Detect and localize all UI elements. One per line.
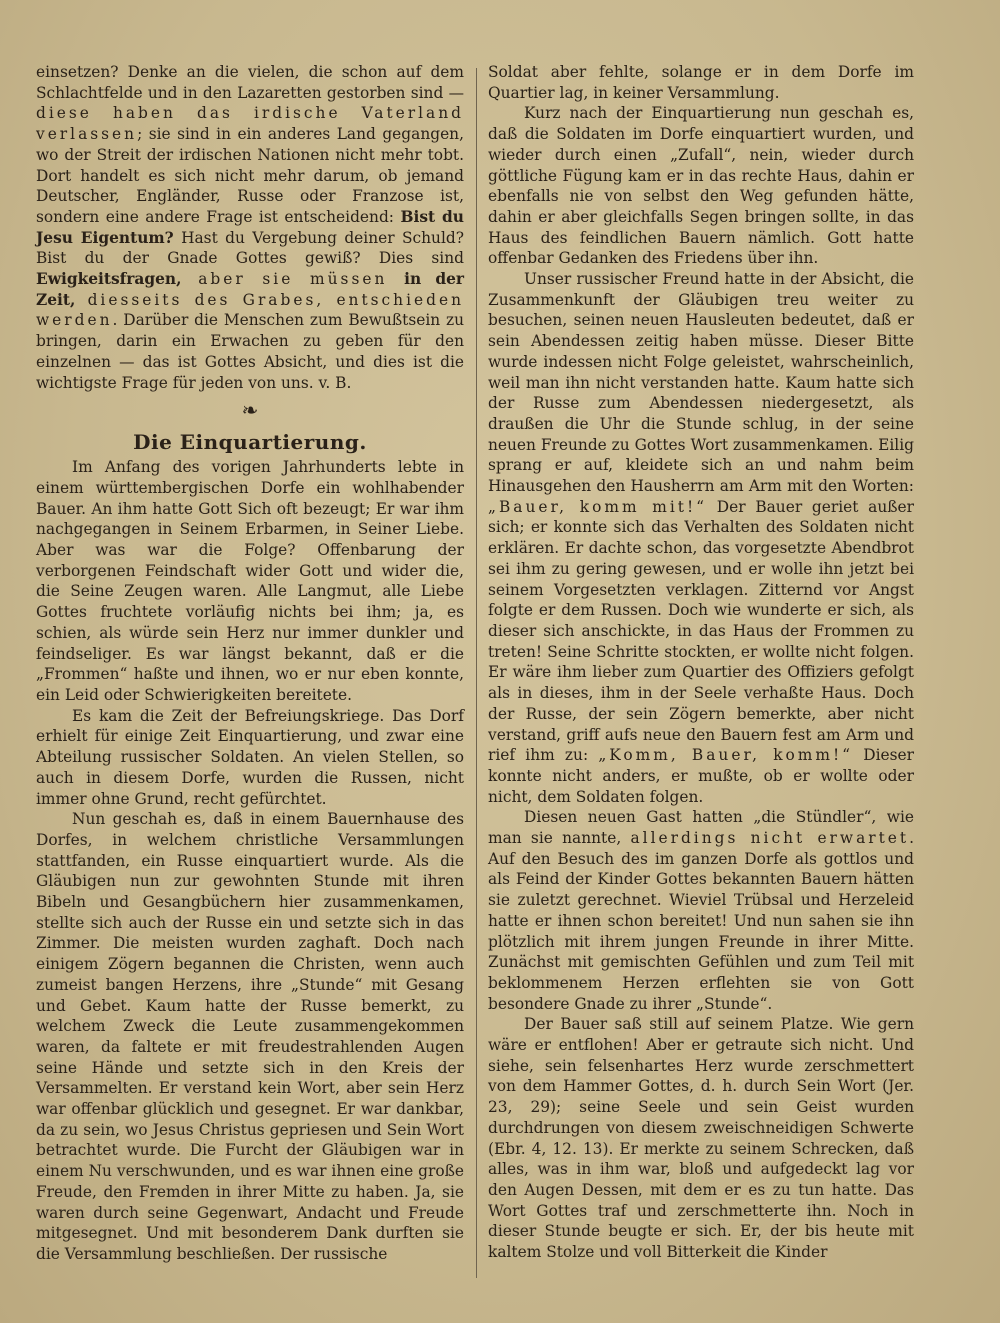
text-run: ; sie sind in ein anderes Land gegangen, wo der Streit der irdischen Nationen nicht mehr tobt. Dort handelt es sich nicht mehr darum, ob jemand Deutscher, Engländer, Russe oder Franzose ist, sondern eine andere Frage ist entscheidend: <box>36 125 464 226</box>
paragraph: Der Bauer saß still auf seinem Platze. Wie gern wäre er entflohen! Aber er getraute sich nicht. Und siehe, sein felsenhartes Herz wurde zerschmettert von dem Hammer Gottes, d. h. durch Sein Wort (Jer. 23, 29); seine Seele und sein Geist wurden durchdrungen von diesem zweischneidigen Schwerte (Ebr. 4, 12. 13). Er merkte zu seinem Schrecken, daß alles, was in ihm war, bloß und aufgedeckt lag vor den Augen Dessen, mit dem er es zu tun hatte. Das Wort Gottes traf und zerschmetterte ihn. Noch in dieser Stunde beugte er sich. Er, der bis heute mit kaltem Stolze und voll Bitterkeit die Kinder <box>488 1015 914 1262</box>
paragraph-eternity-questions <box>36 62 464 393</box>
text-run: Dieser konnte nicht anders, er mußte, ob er wollte oder nicht, dem Soldaten folgen. <box>488 746 914 806</box>
bold-text: Bist du Jesu Eigentum? <box>36 207 464 247</box>
spaced-text: allerdings nicht erwartet <box>630 829 910 848</box>
spaced-text: diese haben das irdische Vaterland verlassen <box>36 104 464 144</box>
article-heading: Die Einquartierung. <box>133 430 367 455</box>
text-run: — das ist Gottes Absicht, und dies ist die wichtigste Frage für jeden von uns. v. B. <box>36 352 464 392</box>
column-divider <box>476 68 477 1278</box>
paragraph: Kurz nach der Einquartierung nun geschah es, daß die Soldaten im Dorfe einquartiert wurden, und wieder durch einen „Zufall“, nein, wieder durch göttliche Fügung kam er in das rechte Haus, dahin er ebenfalls nie von selbst den Weg gefunden hätte, dahin er aber gleichfalls Segen bringen sollte, in das Haus des feindlichen Bauern nämlich. Gott hatte offenbar Gedanken des Friedens über ihn. <box>488 104 914 268</box>
text-run: einsetzen? Denke an die vielen, die schon auf dem Schlachtfelde und in den Lazaretten gestorben sind — <box>36 63 464 102</box>
text-run: . Auf den Besuch des im ganzen Dorfe als gottlos und als Feind der Kinder Gottes bekannten Bauern hätten sie zuletzt gerechnet. Wieviel Trübsal und Herzeleid hatte er ihnen schon bereitet! Und nun sahen sie ihn plötzlich mit ihrem jungen Freunde in ihrer Mitte. Zunächst mit gemischten Gefühlen und zum Teil mit beklommenem Herzen erflehten sie von Gott besondere Gnade zu ihrer „Stunde“. <box>488 829 914 1013</box>
spaced-text: „Bauer, komm mit!“ <box>488 497 708 516</box>
paragraph: Es kam die Zeit der Befreiungskriege. Das Dorf erhielt für einige Zeit Einquartierung, und zwar eine Abteilung russischer Soldaten. An vielen Stellen, so auch in diesem Dorfe, wurden die Russen, nicht immer ohne Grund, recht gefürchtet. <box>36 706 464 808</box>
spaced-text: aber sie müssen <box>181 270 405 289</box>
right-column <box>488 62 914 1263</box>
left-column <box>36 62 464 1265</box>
spaced-text: diesseits des Grabes, entschieden werden <box>36 290 464 330</box>
bold-text: Ewigkeitsfragen, <box>36 270 182 289</box>
text-run: Unser russischer Freund hatte in der Absicht, die Zusammenkunft der Gläubigen treu weiter zu besuchen, seinen neuen Hausleuten bedeutet, daß er sein Abendessen zeitig haben müsse. Dieser Bitte wurde indessen nicht Folge geleistet, wahrscheinlich, weil man ihn nicht verstanden hatte. Kaum hatte sich der Russe zum Abendessen niedergesetzt, als draußen die Uhr die Stunde schlug, in der seine neuen Freunde zu Gottes Wort zusammenkamen. Eilig sprang er auf, kleidete sich an und nahm beim Hinausgehen den Hausherrn am Arm mit den Worten: <box>488 270 914 496</box>
text-run: Der Bauer geriet außer sich; er konnte sich das Verhalten des Soldaten nicht erklären. Er dachte schon, das vorgesetzte Abendbrot sei ihm zu gering gewesen, und er wolle ihn jetzt bei seinem Vorgesetzten verklagen. Zitternd vor Angst folgte er dem Russen. Doch wie wunderte er sich, als dieser sich anschickte, in das Haus der Frommen zu treten! Seine Schritte stockten, er wollte nicht folgen. Er wäre ihm lieber zum Quartier des Offiziers gefolgt als in dieses, ihm in der Seele verhaßte Haus. Doch der Russe, der sein Zögern bemerkte, aber nicht verstand, griff aufs neue den Bauern fest am Arm und rief ihm zu: <box>488 497 915 765</box>
spaced-text: „Komm, Bauer, komm!“ <box>598 746 854 765</box>
paragraph <box>488 807 914 1014</box>
text-run: Diesen neuen Gast hatten „die Stündler“, wie man sie nannte, <box>488 808 914 848</box>
paragraph: Soldat aber fehlte, solange er in dem Dorfe im Quartier lag, in keiner Versammlung. <box>488 63 914 102</box>
paragraph: Im Anfang des vorigen Jahrhunderts lebte in einem württembergischen Dorfe ein wohlhabender Bauer. An ihm hatte Gott Sich oft bezeugt; Er war ihm nachgegangen in Seinem Erbarmen, in Seiner Liebe. Aber was war die Folge? Offenbarung der verborgenen Feindschaft wider Gott und wider die, die Seine Zeugen waren. Alle Langmut, alle Liebe Gottes fruchtete vorläufig nichts bei ihm; ja, es schien, als würde sein Herz nur immer dunkler und feindseliger. Es war längst bekannt, daß er die „Frommen“ haßte und ihnen, wo er nur eben konnte, ein Leid oder Schwierigkeiten bereitete. <box>36 458 464 704</box>
paragraph <box>488 269 914 807</box>
ornament-icon: ❧ <box>241 398 259 423</box>
text-run: Hast du Vergebung deiner Schuld? Bist du der Gnade Gottes gewiß? Dies sind <box>36 228 464 268</box>
paragraph: Nun geschah es, daß in einem Bauernhause des Dorfes, in welchem christliche Versammlungen stattfanden, ein Russe einquartiert wurde. Als die Gläubigen nun zur gewohnten Stunde mit ihren Bibeln und Gesangbüchern hier zusammenkamen, stellte sich auch der Russe ein und setzte sich in das Zimmer. Die meisten wurden zaghaft. Doch nach einigem Zögern begannen die Christen, wenn auch zumeist bangen Herzens, ihre „Stunde“ mit Gesang und Gebet. Kaum hatte der Russe bemerkt, zu welchem Zweck die Leute zusammengekommen waren, da faltete er mit freudestrahlenden Augen seine Hände und setzte sich in den Kreis der Versammelten. Er verstand kein Wort, aber sein Herz war offenbar glücklich und gesegnet. Er war dankbar, da zu sein, wo Jesus Christus gepriesen und Sein Wort betrachtet wurde. Die Furcht der Gläubigen war in einem Nu verschwunden, und es war ihnen eine große Freude, den Fremden in ihrer Mitte zu haben. Ja, sie waren durch seine Gegenwart, Andacht und Freude mitgesegnet. Und mit besonderem Dank durften sie die Versammlung beschließen. Der russische <box>36 810 464 1263</box>
text-run: . Darüber die Menschen zum Bewußtsein zu bringen, darin ein Erwachen zu geben für den einzelnen <box>36 311 464 371</box>
bold-text: in der Zeit, <box>36 270 464 309</box>
